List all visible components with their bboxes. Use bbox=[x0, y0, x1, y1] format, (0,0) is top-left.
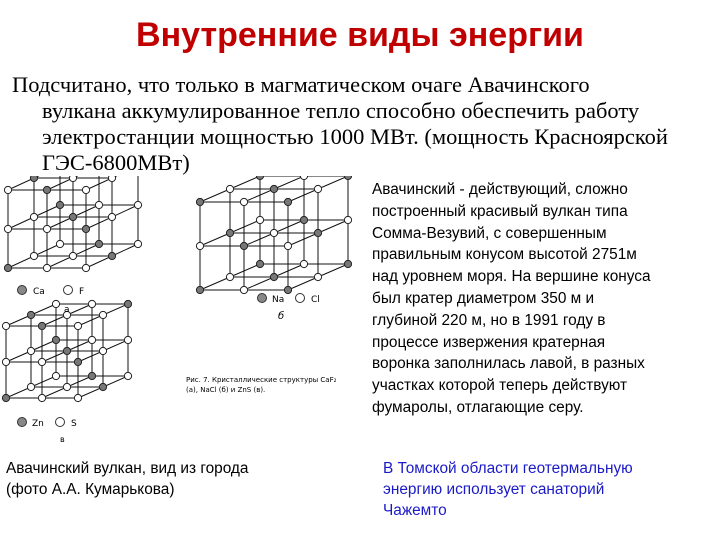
atom-node bbox=[63, 383, 70, 390]
atom-node bbox=[300, 260, 307, 267]
tomsk-note bbox=[383, 458, 713, 521]
description-line: глубиной 220 м, но в 1991 году в bbox=[372, 311, 606, 329]
atom-node bbox=[196, 242, 203, 249]
crystal-lattice-nacl bbox=[196, 176, 351, 294]
slide-title: Внутренние виды энергии bbox=[136, 16, 584, 54]
atom-node bbox=[256, 260, 263, 267]
atom-node bbox=[38, 394, 45, 401]
atom-node bbox=[88, 336, 95, 343]
zn-atom-legend-icon bbox=[18, 418, 27, 427]
description-line: процессе извержения кратерная bbox=[372, 333, 606, 351]
legend-na: Na bbox=[272, 295, 285, 305]
atom-node bbox=[226, 185, 233, 192]
atom-node bbox=[30, 176, 37, 182]
atom-node bbox=[314, 185, 321, 192]
atom-node bbox=[30, 252, 37, 259]
atom-node bbox=[300, 216, 307, 223]
figure-caption-line: Рис. 7. Кристаллические структуры CaF₂ bbox=[186, 376, 337, 384]
crystal-structures-figure bbox=[0, 176, 365, 451]
s-atom-legend-icon bbox=[56, 418, 65, 427]
figure-caption-line: (а), NaCl (б) и ZnS (в). bbox=[186, 386, 266, 394]
description-line: построенный красивый вулкан типа bbox=[372, 202, 628, 220]
atom-node bbox=[256, 176, 263, 180]
atom-node bbox=[108, 213, 115, 220]
atom-node bbox=[2, 358, 9, 365]
atom-node bbox=[108, 252, 115, 259]
atom-node bbox=[82, 264, 89, 271]
description-line: Сомма-Везувий, с совершенным bbox=[372, 224, 607, 242]
atom-node bbox=[56, 201, 63, 208]
atom-node bbox=[74, 394, 81, 401]
atom-node bbox=[74, 322, 81, 329]
legend-f: F bbox=[79, 287, 85, 297]
atom-node bbox=[52, 372, 59, 379]
atom-node bbox=[69, 252, 76, 259]
atom-node bbox=[240, 242, 247, 249]
atom-node bbox=[344, 216, 351, 223]
atom-node bbox=[124, 372, 131, 379]
atom-node bbox=[284, 198, 291, 205]
intro-line: электростанции мощностью 1000 МВт. (мощность Красноярской bbox=[42, 124, 668, 149]
atom-node bbox=[4, 186, 11, 193]
legend-cl: Cl bbox=[311, 295, 320, 305]
atom-node bbox=[52, 300, 59, 307]
atom-node bbox=[314, 229, 321, 236]
atom-node bbox=[240, 198, 247, 205]
atom-node bbox=[226, 273, 233, 280]
atom-node bbox=[284, 286, 291, 293]
atom-node bbox=[27, 347, 34, 354]
tomsk-line: энергию использует санаторий bbox=[383, 481, 605, 498]
label-c: в bbox=[60, 435, 65, 444]
atom-node bbox=[270, 185, 277, 192]
atom-node bbox=[196, 198, 203, 205]
description-line: правильным конусом высотой 2751м bbox=[372, 246, 637, 264]
crystal-lattice-caf2 bbox=[4, 176, 141, 272]
atom-node bbox=[2, 322, 9, 329]
description-line: был кратер диаметром 350 м и bbox=[372, 289, 595, 307]
atom-node bbox=[27, 311, 34, 318]
atom-node bbox=[63, 347, 70, 354]
atom-node bbox=[82, 225, 89, 232]
legend-s: S bbox=[71, 419, 77, 429]
atom-node bbox=[95, 201, 102, 208]
f-atom-legend-icon bbox=[64, 286, 73, 295]
atom-node bbox=[99, 311, 106, 318]
atom-node bbox=[95, 240, 102, 247]
atom-node bbox=[99, 347, 106, 354]
intro-paragraph bbox=[12, 72, 717, 176]
description-line: воронка заполнилась лавой, в разных bbox=[372, 355, 645, 373]
atom-node bbox=[43, 225, 50, 232]
atom-node bbox=[43, 264, 50, 271]
atom-node bbox=[314, 273, 321, 280]
atom-node bbox=[52, 336, 59, 343]
description-line: фумаролы, отлагающие серу. bbox=[372, 398, 584, 416]
atom-node bbox=[82, 186, 89, 193]
atom-node bbox=[196, 286, 203, 293]
atom-node bbox=[344, 260, 351, 267]
atom-node bbox=[43, 186, 50, 193]
atom-node bbox=[30, 213, 37, 220]
intro-line: ГЭС-6800МВт) bbox=[42, 150, 190, 175]
atom-node bbox=[99, 383, 106, 390]
atom-node bbox=[38, 322, 45, 329]
description-line: над уровнем моря. На вершине конуса bbox=[372, 268, 651, 286]
atom-node bbox=[4, 225, 11, 232]
avachinsky-description bbox=[372, 179, 712, 419]
atom-node bbox=[124, 300, 131, 307]
photo-caption bbox=[6, 458, 336, 500]
description-line: участках которой теперь действуют bbox=[372, 377, 628, 395]
atom-node bbox=[300, 176, 307, 180]
label-b: б bbox=[278, 311, 285, 322]
atom-node bbox=[270, 229, 277, 236]
atom-node bbox=[240, 286, 247, 293]
atom-node bbox=[134, 240, 141, 247]
intro-line: Подсчитано, что только в магматическом очаге Авачинского bbox=[12, 72, 590, 97]
atom-node bbox=[4, 264, 11, 271]
intro-line: вулкана аккумулированное тепло способно обеспечить работу bbox=[42, 98, 640, 123]
tomsk-line: В Томской области геотермальную bbox=[383, 460, 633, 477]
atom-node bbox=[56, 240, 63, 247]
tomsk-line: Чажемто bbox=[383, 502, 447, 519]
label-a: a bbox=[64, 305, 70, 315]
atom-node bbox=[134, 201, 141, 208]
atom-node bbox=[69, 176, 76, 182]
atom-node bbox=[27, 383, 34, 390]
atom-node bbox=[344, 176, 351, 180]
cl-atom-legend-icon bbox=[296, 294, 305, 303]
atom-node bbox=[270, 273, 277, 280]
caption-line: (фото А.А. Кумарькова) bbox=[6, 481, 175, 498]
atom-node bbox=[38, 358, 45, 365]
atom-node bbox=[88, 372, 95, 379]
atom-node bbox=[2, 394, 9, 401]
legend-zn: Zn bbox=[32, 419, 44, 429]
description-line: Авачинский - действующий, сложно bbox=[372, 181, 628, 198]
atom-node bbox=[88, 300, 95, 307]
atom-node bbox=[108, 176, 115, 182]
atom-node bbox=[256, 216, 263, 223]
atom-node bbox=[226, 229, 233, 236]
atom-node bbox=[284, 242, 291, 249]
na-atom-legend-icon bbox=[258, 294, 267, 303]
atom-node bbox=[69, 213, 76, 220]
atom-node bbox=[74, 358, 81, 365]
legend-ca: Ca bbox=[33, 287, 45, 297]
caption-line: Авачинский вулкан, вид из города bbox=[6, 460, 249, 477]
ca-atom-legend-icon bbox=[18, 286, 27, 295]
crystal-lattice-zns bbox=[2, 300, 131, 401]
atom-node bbox=[124, 336, 131, 343]
